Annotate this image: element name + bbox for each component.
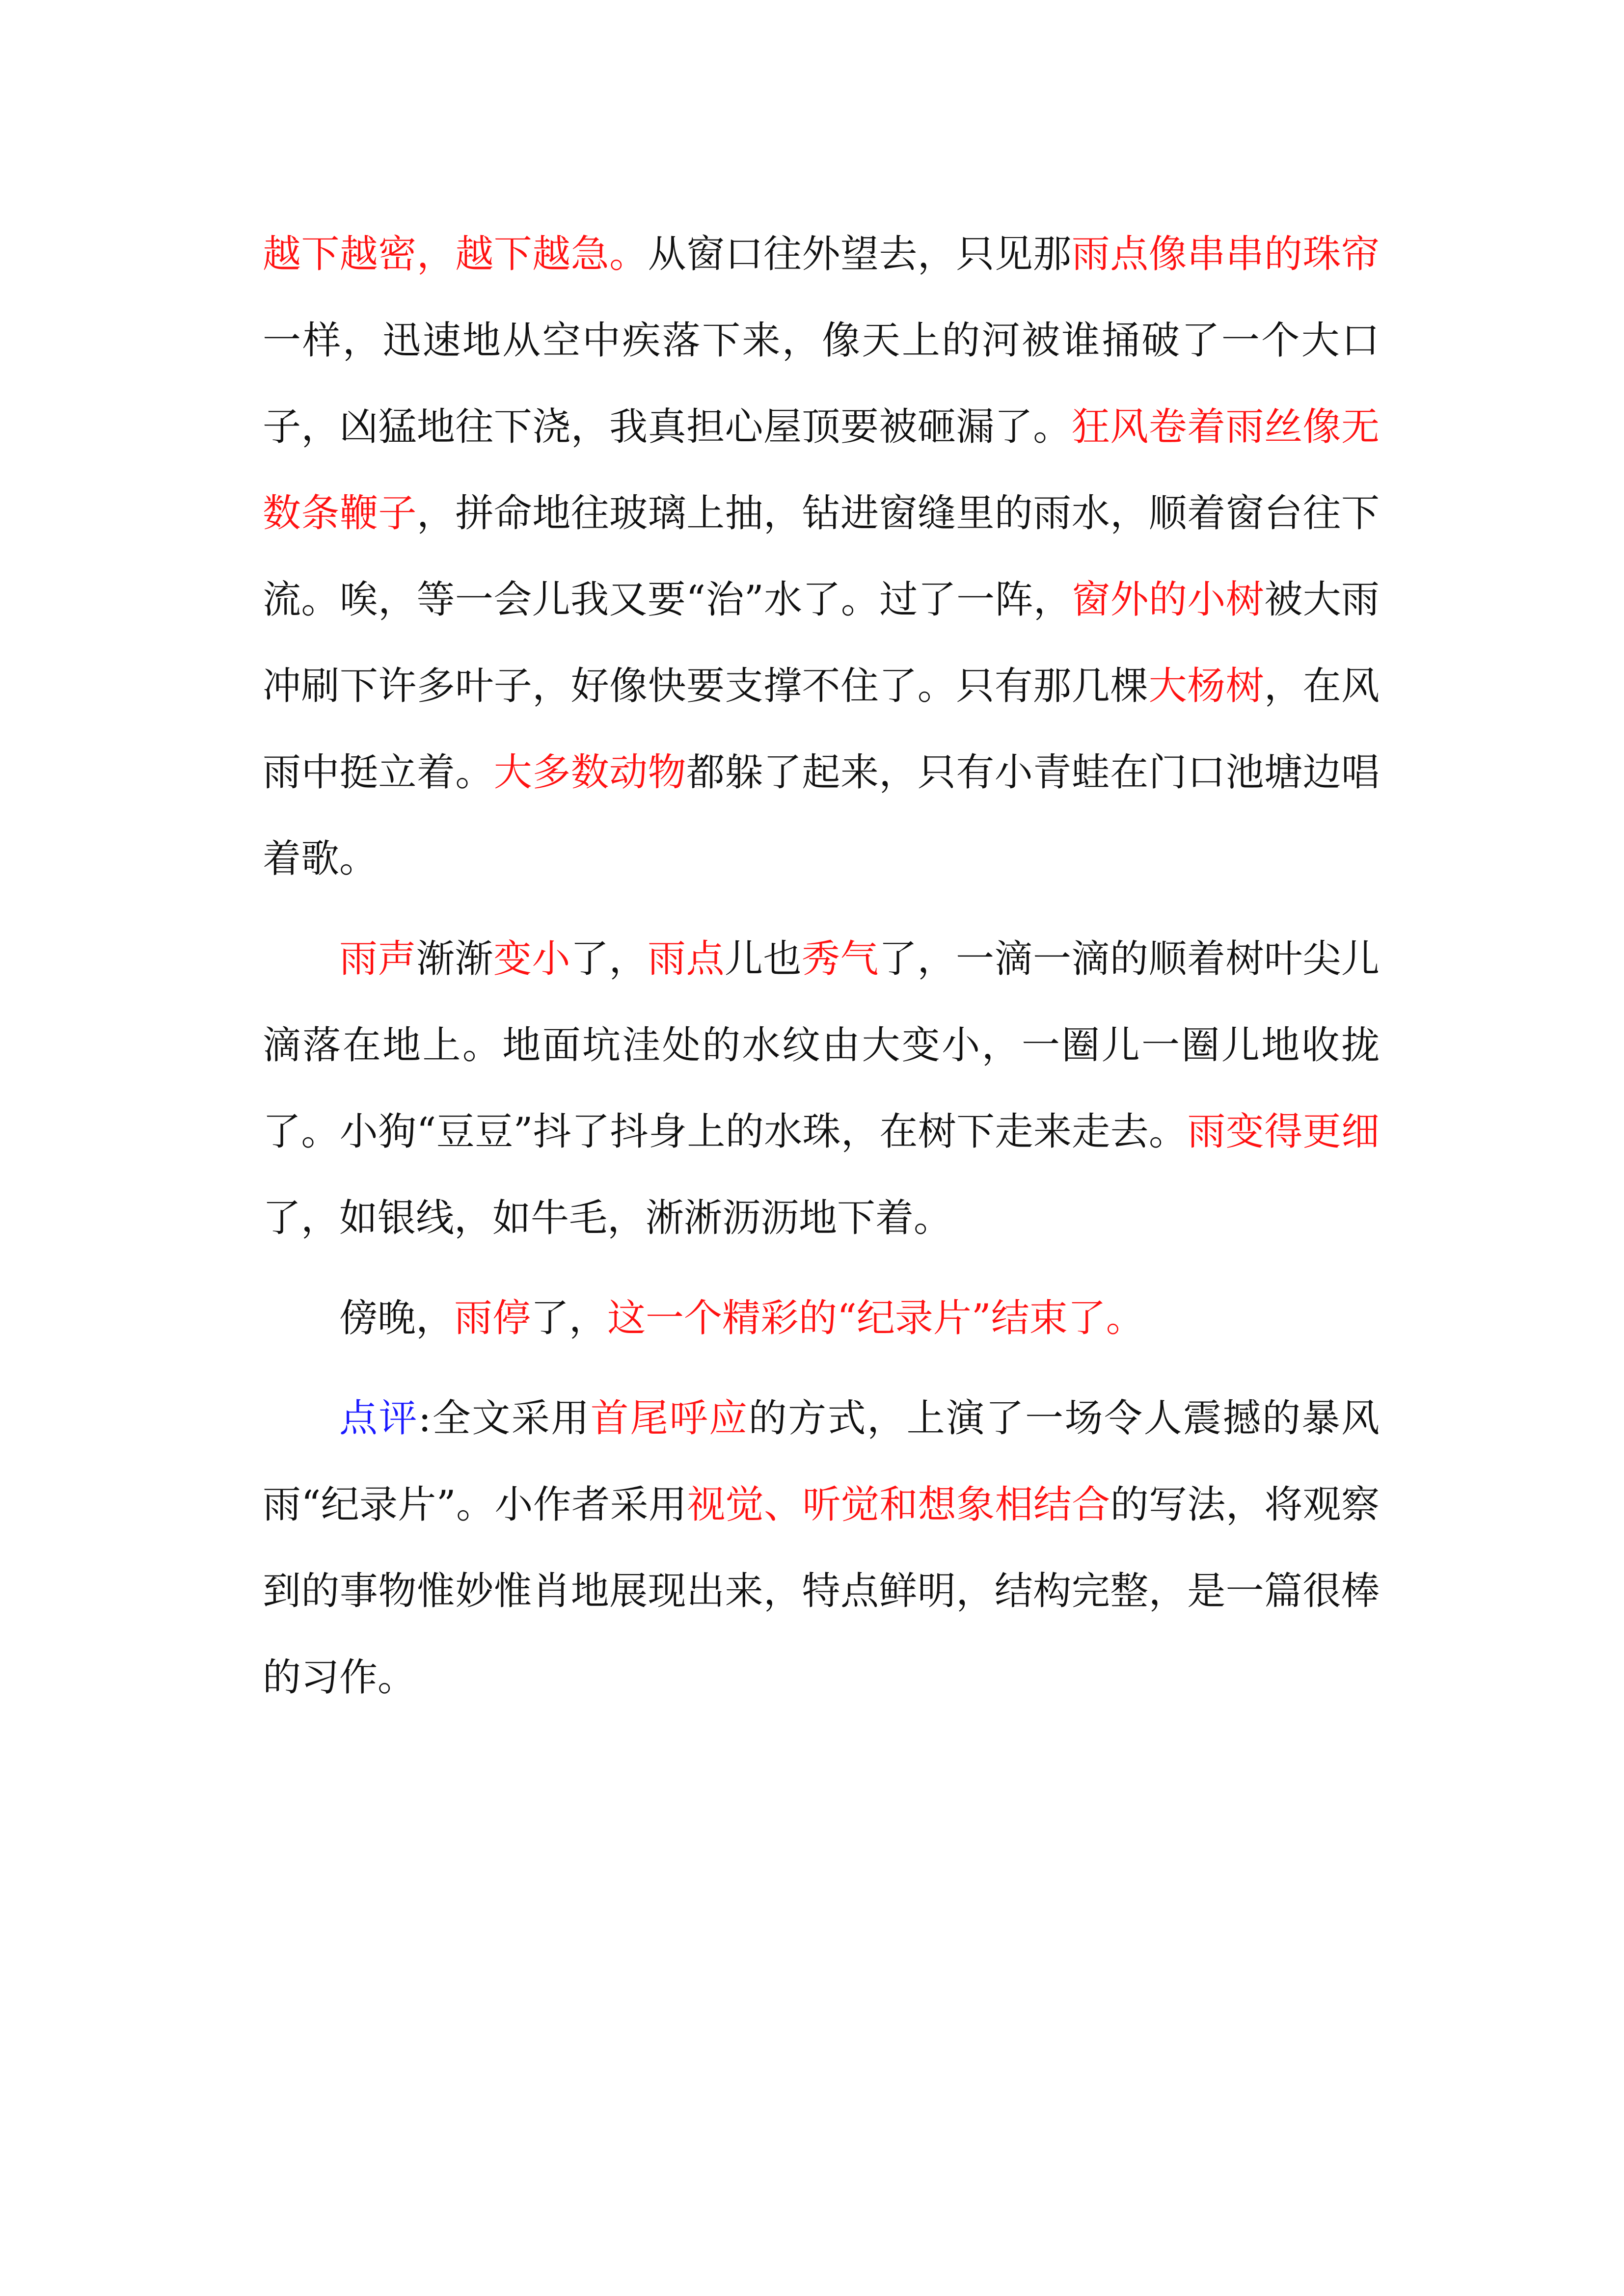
text-segment: 雨声 [339,937,416,981]
text-segment: 变小 [493,937,570,981]
text-segment: 儿也 [725,937,802,981]
text-segment: 了，如银线，如牛毛，淅淅沥沥地下着。 [263,1196,952,1240]
text-segment: 一样，迅速地从空中疾落下来，像天上的河被谁捅破了一个大口子，凶猛地往下浇，我真担心屋顶要被砸漏了。 [263,319,1380,449]
text-segment: 秀气 [802,937,879,981]
paragraph-evening [263,1275,1380,1362]
text-segment: 大多数动物 [493,750,687,795]
text-segment: 雨点像串串的珠帘 [1071,232,1380,276]
text-segment: 雨点 [648,937,725,981]
text-segment: 越下越密，越下越急。 [263,232,648,276]
text-segment: ，在风雨中挺立着。 [263,664,1380,795]
commentary-label: 点评 [339,1396,418,1441]
text-segment: 窗外的小树 [1072,578,1265,622]
text-segment: 视觉、听觉和想象相结合 [687,1483,1110,1527]
text-segment: 的写法，将观察到的事物惟妙惟肖地展现出来，特点鲜明，结构完整，是一篇很棒的习作。 [263,1483,1380,1700]
text-segment: 被大雨冲刷下许多叶子，好像快要支撑不住了。只有那几棵 [263,578,1380,708]
paragraph-rain-easing [263,916,1380,1261]
text-segment: 雨停 [454,1296,531,1340]
paragraph-commentary [263,1375,1380,1721]
text-segment: 了，一滴一滴的顺着树叶尖儿滴落在地上。地面坑洼处的水纹由大变小，一圈儿一圈儿地收拢了。小狗“豆豆”抖了抖身上的水珠，在树下走来走去。 [263,937,1380,1154]
text-segment: 首尾呼应 [590,1396,749,1441]
text-segment: 这一个精彩的“纪录片”结束了。 [607,1296,1144,1340]
text-segment: 的方式，上演了一场令人震撼的暴风雨“纪录片”。小作者采用 [263,1396,1380,1527]
text-segment: 狂风卷着雨丝像无数条鞭子 [263,405,1380,535]
text-segment: 雨变得更细 [1187,1110,1380,1154]
text-segment: 傍晚， [339,1296,455,1340]
document-page [263,211,1380,1721]
paragraph-storm [263,211,1380,902]
text-segment: 都躲了起来，只有小青蛙在门口池塘边唱着歌。 [263,750,1380,881]
text-segment: 大杨树 [1148,664,1265,708]
text-segment: ，拼命地往玻璃上抽，钻进窗缝里的雨水，顺着窗台往下流。唉，等一会儿我又要“治”水了。过了一阵， [263,491,1380,622]
text-segment: 了， [531,1296,608,1340]
text-segment: :全文采用 [418,1396,591,1441]
text-segment: 了， [570,937,648,981]
text-segment: 从窗口往外望去，只见那 [648,232,1072,276]
text-segment: 渐渐 [416,937,493,981]
